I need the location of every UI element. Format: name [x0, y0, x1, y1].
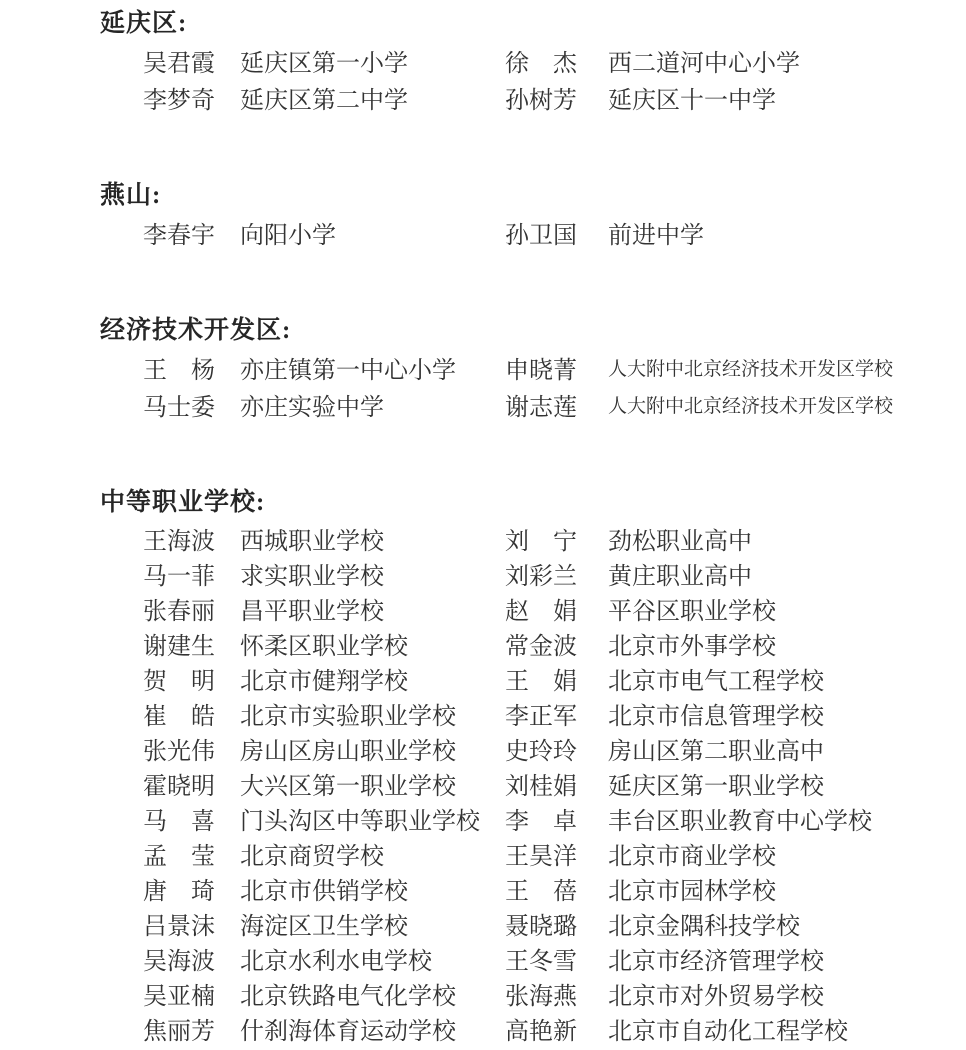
- school-name: 海淀区卫生学校: [240, 914, 408, 940]
- teacher-name: 孟 莹: [143, 844, 215, 870]
- teacher-name: 唐 琦: [143, 879, 215, 905]
- school-name: 黄庄职业高中: [608, 564, 752, 590]
- teacher-name: 吴君霞: [143, 51, 215, 77]
- award-name-list: [0, 6, 966, 1046]
- school-name: 北京铁路电气化学校: [240, 984, 456, 1010]
- school-name: 亦庄实验中学: [240, 395, 384, 421]
- school-name: 延庆区第一小学: [240, 51, 408, 77]
- teacher-name: 王 娟: [505, 669, 577, 695]
- award-row: [143, 42, 966, 79]
- teacher-name: 李 卓: [505, 809, 577, 835]
- teacher-name: 马一菲: [143, 564, 215, 590]
- school-name: 昌平职业学校: [240, 599, 384, 625]
- teacher-name: 赵 娟: [505, 599, 577, 625]
- school-name: 北京金隅科技学校: [608, 914, 800, 940]
- award-row: [143, 976, 966, 1011]
- school-name: 北京市对外贸易学校: [608, 984, 824, 1010]
- teacher-name: 王昊洋: [505, 844, 577, 870]
- school-name: 房山区房山职业学校: [240, 739, 456, 765]
- teacher-name: 孙卫国: [505, 223, 577, 249]
- teacher-name: 申晓菁: [505, 358, 577, 384]
- school-name: 房山区第二职业高中: [608, 739, 824, 765]
- award-row: [143, 1011, 966, 1046]
- award-row: [143, 626, 966, 661]
- school-name: 向阳小学: [240, 223, 336, 249]
- school-name: 北京市实验职业学校: [240, 704, 456, 730]
- award-row: [143, 386, 966, 423]
- section: [0, 6, 966, 116]
- school-name: 北京市自动化工程学校: [608, 1019, 848, 1045]
- teacher-name: 刘彩兰: [505, 564, 577, 590]
- award-row: [143, 906, 966, 941]
- section: [0, 178, 966, 251]
- award-row: [143, 766, 966, 801]
- award-row: [143, 696, 966, 731]
- teacher-name: 王冬雪: [505, 949, 577, 975]
- teacher-name: 张春丽: [143, 599, 215, 625]
- teacher-name: 常金波: [505, 634, 577, 660]
- teacher-name: 张海燕: [505, 984, 577, 1010]
- award-row: [143, 836, 966, 871]
- teacher-name: 霍晓明: [143, 774, 215, 800]
- school-name: 延庆区第一职业学校: [608, 774, 824, 800]
- teacher-name: 李春宇: [143, 223, 215, 249]
- school-name: 北京市经济管理学校: [608, 949, 824, 975]
- teacher-name: 徐 杰: [505, 51, 577, 77]
- teacher-name: 王 杨: [143, 358, 215, 384]
- school-name: 什刹海体育运动学校: [240, 1019, 456, 1045]
- school-name: 平谷区职业学校: [608, 599, 776, 625]
- award-row: [143, 349, 966, 386]
- school-name: 前进中学: [608, 223, 704, 249]
- school-name: 门头沟区中等职业学校: [240, 809, 480, 835]
- teacher-name: 崔 皓: [143, 704, 215, 730]
- school-name: 亦庄镇第一中心小学: [240, 358, 456, 384]
- school-name: 怀柔区职业学校: [240, 634, 408, 660]
- award-row: [143, 591, 966, 626]
- teacher-name: 焦丽芳: [143, 1019, 215, 1045]
- award-row: [143, 214, 966, 251]
- school-name: 北京市健翔学校: [240, 669, 408, 695]
- teacher-name: 高艳新: [505, 1019, 577, 1045]
- award-row: [143, 801, 966, 836]
- section: [0, 485, 966, 1046]
- teacher-name: 李正军: [505, 704, 577, 730]
- award-row: [143, 731, 966, 766]
- award-row: [143, 556, 966, 591]
- teacher-name: 孙树芳: [505, 88, 577, 114]
- school-name: 北京水利水电学校: [240, 949, 432, 975]
- section: [0, 313, 966, 423]
- school-name: 大兴区第一职业学校: [240, 774, 456, 800]
- teacher-name: 史玲玲: [505, 739, 577, 765]
- section-heading: 延庆区:: [100, 10, 188, 37]
- teacher-name: 吴海波: [143, 949, 215, 975]
- award-row: [143, 941, 966, 976]
- school-name: 北京市电气工程学校: [608, 669, 824, 695]
- teacher-name: 张光伟: [143, 739, 215, 765]
- teacher-name: 刘 宁: [505, 529, 577, 555]
- teacher-name: 马 喜: [143, 809, 215, 835]
- school-name: 人大附中北京经济技术开发区学校: [608, 396, 894, 417]
- school-name: 北京商贸学校: [240, 844, 384, 870]
- teacher-name: 马士委: [143, 395, 215, 421]
- school-name: 北京市信息管理学校: [608, 704, 824, 730]
- teacher-name: 李梦奇: [143, 88, 215, 114]
- teacher-name: 谢建生: [143, 634, 215, 660]
- school-name: 西城职业学校: [240, 529, 384, 555]
- school-name: 北京市供销学校: [240, 879, 408, 905]
- school-name: 求实职业学校: [240, 564, 384, 590]
- school-name: 人大附中北京经济技术开发区学校: [608, 359, 894, 380]
- teacher-name: 王海波: [143, 529, 215, 555]
- section-heading: 燕山:: [100, 182, 162, 209]
- school-name: 北京市商业学校: [608, 844, 776, 870]
- school-name: 丰台区职业教育中心学校: [608, 809, 872, 835]
- award-row: [143, 521, 966, 556]
- award-row: [143, 871, 966, 906]
- school-name: 劲松职业高中: [608, 529, 752, 555]
- school-name: 北京市园林学校: [608, 879, 776, 905]
- teacher-name: 王 蓓: [505, 879, 577, 905]
- teacher-name: 吴亚楠: [143, 984, 215, 1010]
- section-heading: 中等职业学校:: [100, 489, 266, 516]
- school-name: 北京市外事学校: [608, 634, 776, 660]
- teacher-name: 贺 明: [143, 669, 215, 695]
- school-name: 西二道河中心小学: [608, 51, 800, 77]
- teacher-name: 聂晓璐: [505, 914, 577, 940]
- section-heading: 经济技术开发区:: [100, 317, 292, 344]
- teacher-name: 刘桂娟: [505, 774, 577, 800]
- teacher-name: 吕景沫: [143, 914, 215, 940]
- teacher-name: 谢志莲: [505, 395, 577, 421]
- school-name: 延庆区第二中学: [240, 88, 408, 114]
- award-row: [143, 661, 966, 696]
- school-name: 延庆区十一中学: [608, 88, 776, 114]
- award-row: [143, 79, 966, 116]
